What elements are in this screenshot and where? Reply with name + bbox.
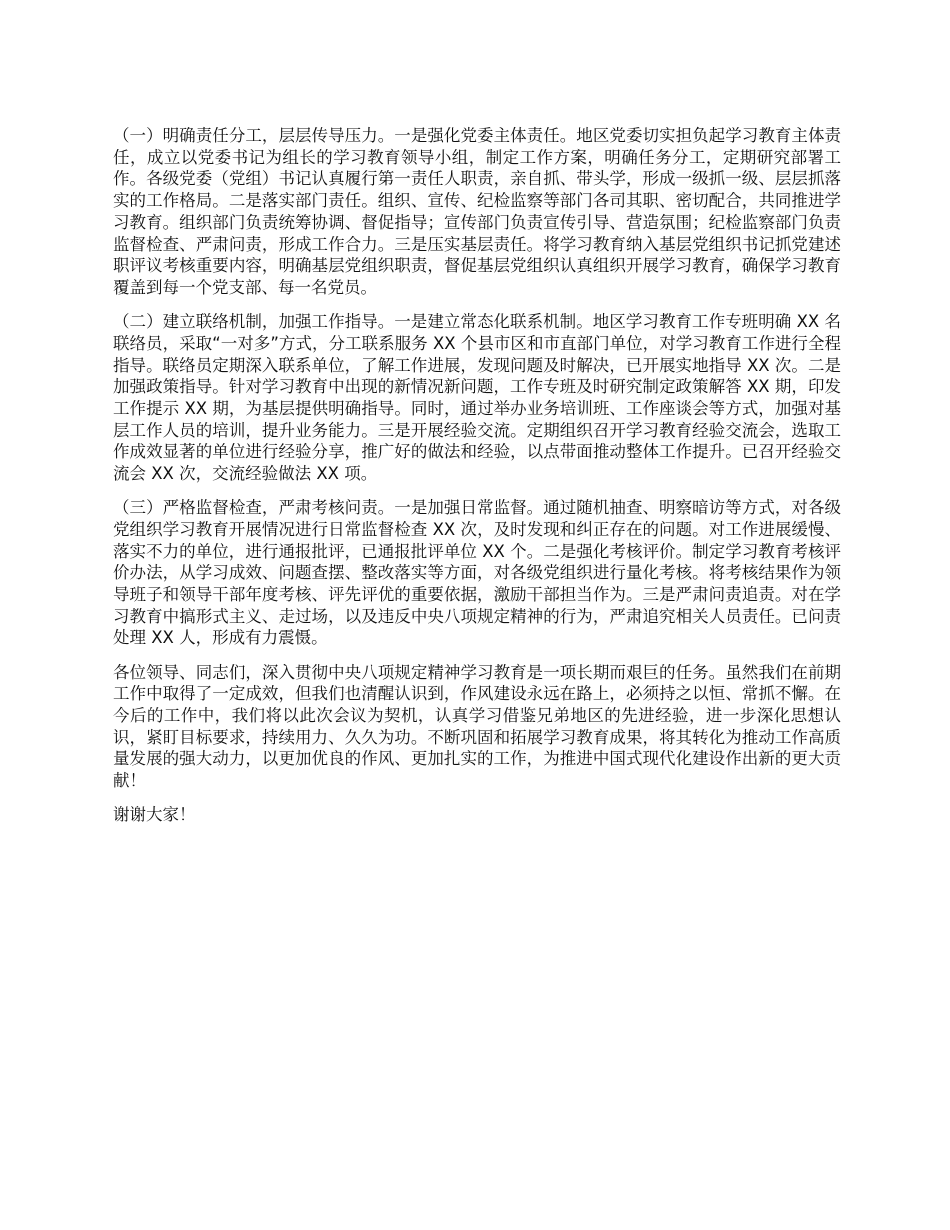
document-body xyxy=(113,125,841,826)
paragraph-responsibility: （一）明确责任分工，层层传导压力。一是强化党委主体责任。地区党委切实担负起学习教育主体责任，成立以党委书记为组长的学习教育领导小组，制定工作方案，明确任务分工，定期研究部署工作。各级党委（党组）书记认真履行第一责任人职责，亲自抓、带头学，形成一级抓一级、层层抓落实的工作格局。二是落实部门责任。组织、宣传、纪检监察等部门各司其职、密切配合，共同推进学习教育。组织部门负责统筹协调、督促指导；宣传部门负责宣传引导、营造氛围；纪检监察部门负责监督检查、严肃问责，形成工作合力。三是压实基层责任。将学习教育纳入基层党组织书记抓党建述职评议考核重要内容，明确基层党组织职责，督促基层党组织认真组织开展学习教育，确保学习教育覆盖到每一个党支部、每一名党员。 xyxy=(113,126,841,297)
closing-thanks: 谢谢大家！ xyxy=(113,805,196,825)
paragraph-supervision: （三）严格监督检查，严肃考核问责。一是加强日常监督。通过随机抽查、明察暗访等方式，对各级党组织学习教育开展情况进行日常监督检查 XX 次，及时发现和纠正存在的问题。对工作进展缓慢、落实不力的单位，进行通报批评，已通报批评单位 XX 个。二是强化考核评价。制定学习教育考核评价办法，从学习成效、问题查摆、整改落实等方面，对各级党组织进行量化考核。将考核结果作为领导班子和领导干部年度考核、评先评优的重要依据，激励干部担当作为。三是严肃问责追责。对在学习教育中搞形式主义、走过场，以及违反中央八项规定精神的行为，严肃追究相关人员责任。已问责处理 XX 人，形成有力震慑。 xyxy=(113,498,841,648)
paragraph-liaison: （二）建立联络机制，加强工作指导。一是建立常态化联系机制。地区学习教育工作专班明确 XX 名联络员，采取“一对多”方式，分工联系服务 XX 个县市区和市直部门单位，对学习教育工作进行全程指导。联络员定期深入联系单位，了解工作进展，发现问题及时解决，已开展实地指导 XX 次。二是加强政策指导。针对学习教育中出现的新情况新问题，工作专班及时研究制定政策解答 XX 期，印发工作提示 XX 期，为基层提供明确指导。同时，通过举办业务培训班、工作座谈会等方式，加强对基层工作人员的培训，提升业务能力。三是开展经验交流。定期组织召开学习教育经验交流会，选取工作成效显著的单位进行经验分享，推广好的做法和经验，以点带面推动整体工作提升。已召开经验交流会 XX 次，交流经验做法 XX 项。 xyxy=(113,312,841,484)
paragraph-conclusion: 各位领导、同志们，深入贯彻中央八项规定精神学习教育是一项长期而艰巨的任务。虽然我们在前期工作中取得了一定成效，但我们也清醒认识到，作风建设永远在路上，必须持之以恒、常抓不懈。在今后的工作中，我们将以此次会议为契机，认真学习借鉴兄弟地区的先进经验，进一步深化思想认识，紧盯目标要求，持续用力、久久为功。不断巩固和拓展学习教育成果，将其转化为推动工作高质量发展的强大动力，以更加优良的作风、更加扎实的工作，为推进中国式现代化建设作出新的更大贡献！ xyxy=(113,662,841,791)
